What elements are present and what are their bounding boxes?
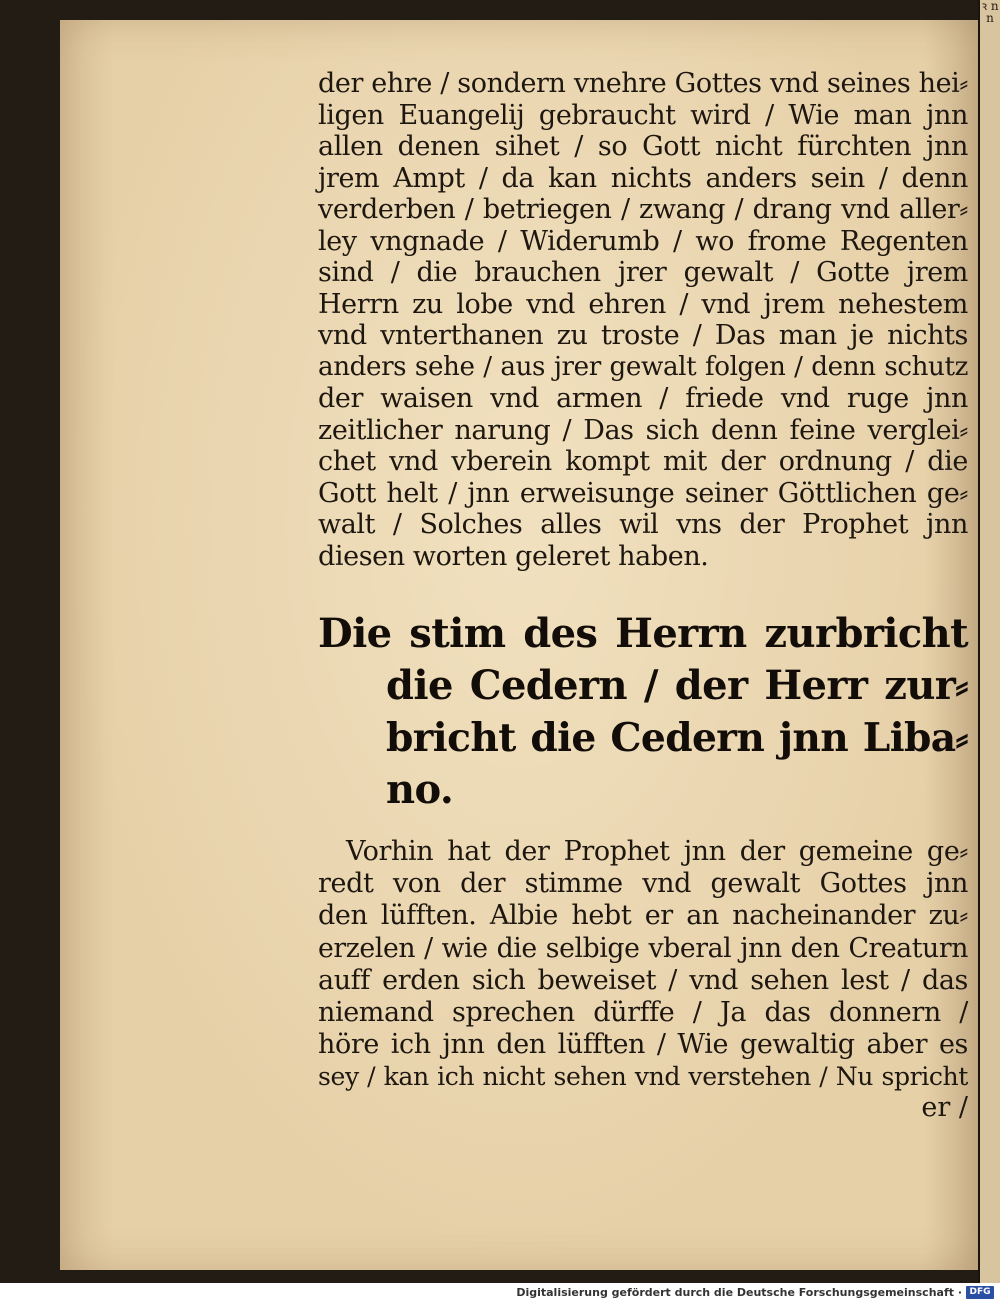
text-line: jrem Ampt / da kan nichts anders sein / denn — [318, 162, 968, 194]
heading-line: Die stim des Herrn zurbricht — [318, 610, 968, 657]
text-line: den lüfften. Albie hebt er an nacheinander zu⸗ — [318, 900, 968, 932]
text-line: redt von der stimme vnd gewalt Gottes jnn — [318, 868, 968, 900]
adjacent-page-fragment: ꝛ n n — [981, 0, 999, 25]
text-line: auff erden sich beweiset / vnd sehen lest / das — [318, 964, 968, 996]
text-line: der ehre / sondern vnehre Gottes vnd seines hei⸗ — [318, 68, 968, 99]
text-line: sind / die brauchen jrer gewalt / Gotte jrem — [318, 257, 968, 288]
text-line: Herrn zu lobe vnd ehren / vnd jrem nehestem — [318, 288, 968, 320]
paragraph-1 — [318, 68, 968, 572]
text-line: ligen Euangelij gebraucht wird / Wie man jnn — [318, 99, 968, 131]
dfg-logo-icon: DFG — [966, 1286, 994, 1299]
funding-credit: Digitalisierung gefördert durch die Deutsche Forschungsgemeinschaft · — [516, 1286, 962, 1299]
heading-line: bricht die Cedern jnn Liba⸗ — [386, 715, 968, 761]
text-line: walt / Solches alles wil vns der Prophet jnn — [318, 509, 968, 540]
digitization-footer — [0, 1283, 1000, 1303]
paragraph-2 — [318, 836, 968, 1094]
text-line: allen denen sihet / so Gott nicht fürchten jnn — [318, 131, 968, 162]
heading-line: die Cedern / der Herr zur⸗ — [386, 662, 968, 709]
scripture-heading — [318, 608, 968, 816]
catchword: er / — [921, 1092, 968, 1123]
text-line: Gott helt / jnn erweisunge seiner Göttlichen ge⸗ — [318, 477, 968, 509]
adjacent-page-edge — [978, 0, 1000, 1283]
text-line: anders sehe / aus jrer gewalt folgen / denn schutz — [318, 351, 968, 382]
text-line: zeitlicher narung / Das sich denn feine verglei⸗ — [318, 414, 968, 446]
text-line: ley vngnade / Widerumb / wo frome Regenten — [318, 225, 968, 257]
text-line: erzelen / wie die selbige vberal jnn den Creaturn — [318, 932, 968, 964]
text-line: höre ich jnn den lüfften / Wie gewaltig aber es — [318, 1029, 968, 1061]
text-line: verderben / betriegen / zwang / drang vnd aller⸗ — [318, 194, 968, 225]
text-line: niemand sprechen dürffe / Ja das donnern / — [318, 996, 968, 1028]
text-line: vnd vnterthanen zu troste / Das man je nichts — [318, 320, 968, 351]
heading-line: no. — [386, 766, 454, 813]
text-line: diesen worten geleret haben. — [318, 540, 709, 572]
text-line: Vorhin hat der Prophet jnn der gemeine ge⸗ — [346, 836, 968, 867]
text-line: sey / kan ich nicht sehen vnd verstehen / Nu spricht — [318, 1062, 968, 1092]
text-line: chet vnd vberein kompt mit der ordnung / die — [318, 446, 968, 477]
text-line: der waisen vnd armen / friede vnd ruge jnn — [318, 383, 968, 414]
